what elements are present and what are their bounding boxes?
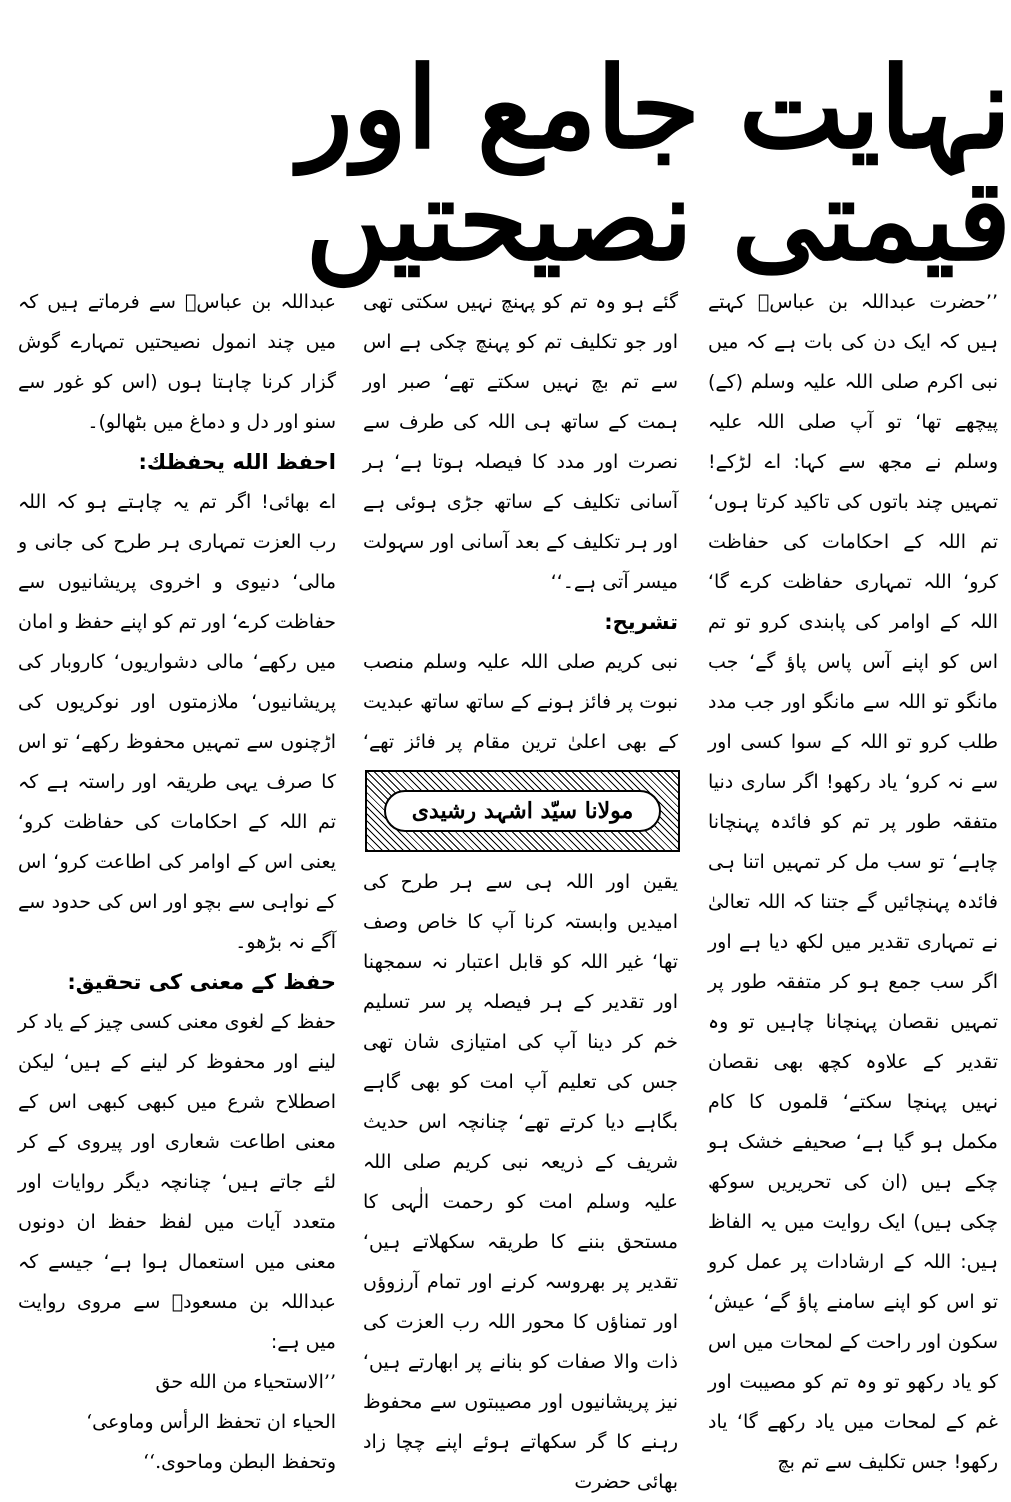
ihfaz-text: اے بھائی! اگر تم یہ چاہتے ہو کہ اللہ رب العزت تمہاری ہر طرح کی جانی و مالی‘ دنیوی و اخروی پریشانیوں سے حفاظت کرے‘ اور تم کو اپنے حفظ و امان میں رکھے‘ مالی دشواریوں‘ کاروبار کی پریشانیوں‘ ملازمتوں اور نوکریوں کی اڑچنوں سے تمہیں محفوظ رکھے‘ تو اس کا صرف یہی طریقہ اور راستہ ہے کہ تم اللہ کے احکامات کی حفاظت کرو‘ یعنی اس کے اوامر کی اطاعت کرو‘ اس کے نواہی سے بچو اور اس کی حدود سے آگے نہ بڑھو۔ bbox=[18, 491, 336, 953]
arabic-quote-line: وتحفظ البطن وماحوى.‘‘ bbox=[143, 1451, 336, 1473]
author-name: مولانا سیّد اشہد رشیدی bbox=[384, 790, 662, 832]
section-heading-ihfaz: احفظ الله يحفظك: bbox=[138, 450, 336, 474]
section-heading-tashreeh: تشریح: bbox=[604, 610, 678, 634]
page-title: نہایت جامع اور قیمتی نصیحتیں bbox=[298, 43, 1011, 286]
hadith-text-continued: گئے ہو وہ تم کو پہنچ نہیں سکتی تھی اور جو تکلیف تم کو پہنچ چکی ہے اس سے تم بچ نہیں سکتے تھے‘ صبر اور ہمت کے ساتھ ہی اللہ کی طرف سے نصرت اور مدد کا فیصلہ ہوتا ہے‘ ہر آسانی تکلیف کے ساتھ جڑی ہوئی ہے اور ہر تکلیف کے بعد آسانی اور سہولت میسر آتی ہے۔‘‘ bbox=[363, 291, 678, 593]
author-byline-box bbox=[365, 770, 680, 852]
arabic-quote-line: الحياء ان تحفظ الرأس وماوعى‘ bbox=[86, 1411, 336, 1433]
column-left bbox=[18, 282, 336, 1482]
hifz-meaning-text: حفظ کے لغوی معنی کسی چیز کے یاد کر لینے اور محفوظ کر لینے کے ہیں‘ لیکن اصطلاح شرع میں کبھی کبھی اس کے معنی اطاعت شعاری اور پیروی کے کر لئے جاتے ہیں‘ چنانچہ دیگر روایات اور متعدد آیات میں لفظ حفظ ان دونوں معنی میں استعمال ہوا ہے‘ جیسے کہ عبداللہ بن مسعودؓ سے مروی روایت میں ہے: bbox=[18, 1011, 336, 1353]
section-heading-hifz-meaning: حفظ کے معنی کی تحقیق: bbox=[67, 970, 336, 994]
column-middle-bottom bbox=[363, 862, 678, 1502]
arabic-quote-line: ’’الاستحياء من الله حق bbox=[155, 1371, 336, 1393]
explanation-text-continued: یقین اور اللہ ہی سے ہر طرح کی امیدیں وابستہ کرنا آپ کا خاص وصف تھا‘ غیر اللہ کو قابل اعتبار نہ سمجھنا اور تقدیر کے ہر فیصلہ پر سر تسلیم خم کر دینا آپ کی امتیازی شان تھی جس کی تعلیم آپ امت کو بھی گاہے بگاہے دیا کرتے تھے‘ چنانچہ اس حدیث شریف کے ذریعہ نبی کریم صلی اللہ علیہ وسلم امت کو رحمت الٰہی کا مستحق بننے کا طریقہ سکھلاتے ہیں‘ تقدیر پر بھروسہ کرنے اور تمام آرزوؤں اور تمناؤں کا محور اللہ رب العزت کی ذات والا صفات کو بنانے پر ابھارتے ہیں‘ نیز پریشانیوں اور مصیبتوں سے محفوظ رہنے کا گر سکھاتے ہوئے اپنے چچا زاد بھائی حضرت bbox=[363, 871, 678, 1493]
explanation-text: نبی کریم صلی اللہ علیہ وسلم منصب نبوت پر فائز ہونے کے ساتھ ساتھ عبدیت کے بھی اعلیٰ ترین مقام پر فائز تھے‘ bbox=[363, 651, 678, 753]
hadith-text: ’’حضرت عبداللہ بن عباسؓ کہتے ہیں کہ ایک دن کی بات ہے کہ میں نبی اکرم صلی اللہ علیہ وسلم (کے) پیچھے تھا‘ تو آپ صلی اللہ علیہ وسلم نے مجھ سے کہا: اے لڑکے! تمہیں چند باتوں کی تاکید کرتا ہوں‘ تم اللہ کے احکامات کی حفاظت کرو‘ اللہ تمہاری حفاظت کرے گا‘ اللہ کے اوامر کی پابندی کرو تو تم اس کو اپنے آس پاس پاؤ گے‘ جب مانگو تو اللہ سے مانگو اور جب مدد طلب کرو تو اللہ کے سوا کسی اور سے نہ کرو‘ یاد رکھو! اگر ساری دنیا متفقہ طور پر تم کو فائدہ پہنچانا چاہے‘ تو سب مل کر تمہیں اتنا ہی فائدہ پہنچائیں گے جتنا کہ اللہ تعالیٰ نے تمہاری تقدیر میں لکھ دیا ہے اور اگر سب جمع ہو کر متفقہ طور پر تمہیں نقصان پہنچانا چاہیں تو وہ تقدیر کے علاوہ کچھ بھی نقصان نہیں پہنچا سکتے‘ قلموں کا کام مکمل ہو گیا ہے‘ صحیفے خشک ہو چکے ہیں (ان کی تحریریں سوکھ چکی ہیں) ایک روایت میں یہ الفاظ ہیں: اللہ کے ارشادات پر عمل کرو تو اس کو اپنے سامنے پاؤ گے‘ عیش‘ سکون اور راحت کے لمحات میں اس کو یاد رکھو تو وہ تم کو مصیبت اور غم کے لمحات میں یاد رکھے گا‘ یاد رکھو! جس تکلیف سے تم بچ bbox=[708, 291, 998, 1473]
column-right bbox=[708, 282, 998, 1482]
intro-text: عبداللہ بن عباسؓ سے فرماتے ہیں کہ میں چند انمول نصیحتیں تمہارے گوش گزار کرنا چاہتا ہوں (اس کو غور سے سنو اور دل و دماغ میں بٹھالو)۔ bbox=[18, 291, 336, 433]
arabic-quote bbox=[18, 1362, 336, 1482]
column-middle-top bbox=[363, 282, 678, 802]
